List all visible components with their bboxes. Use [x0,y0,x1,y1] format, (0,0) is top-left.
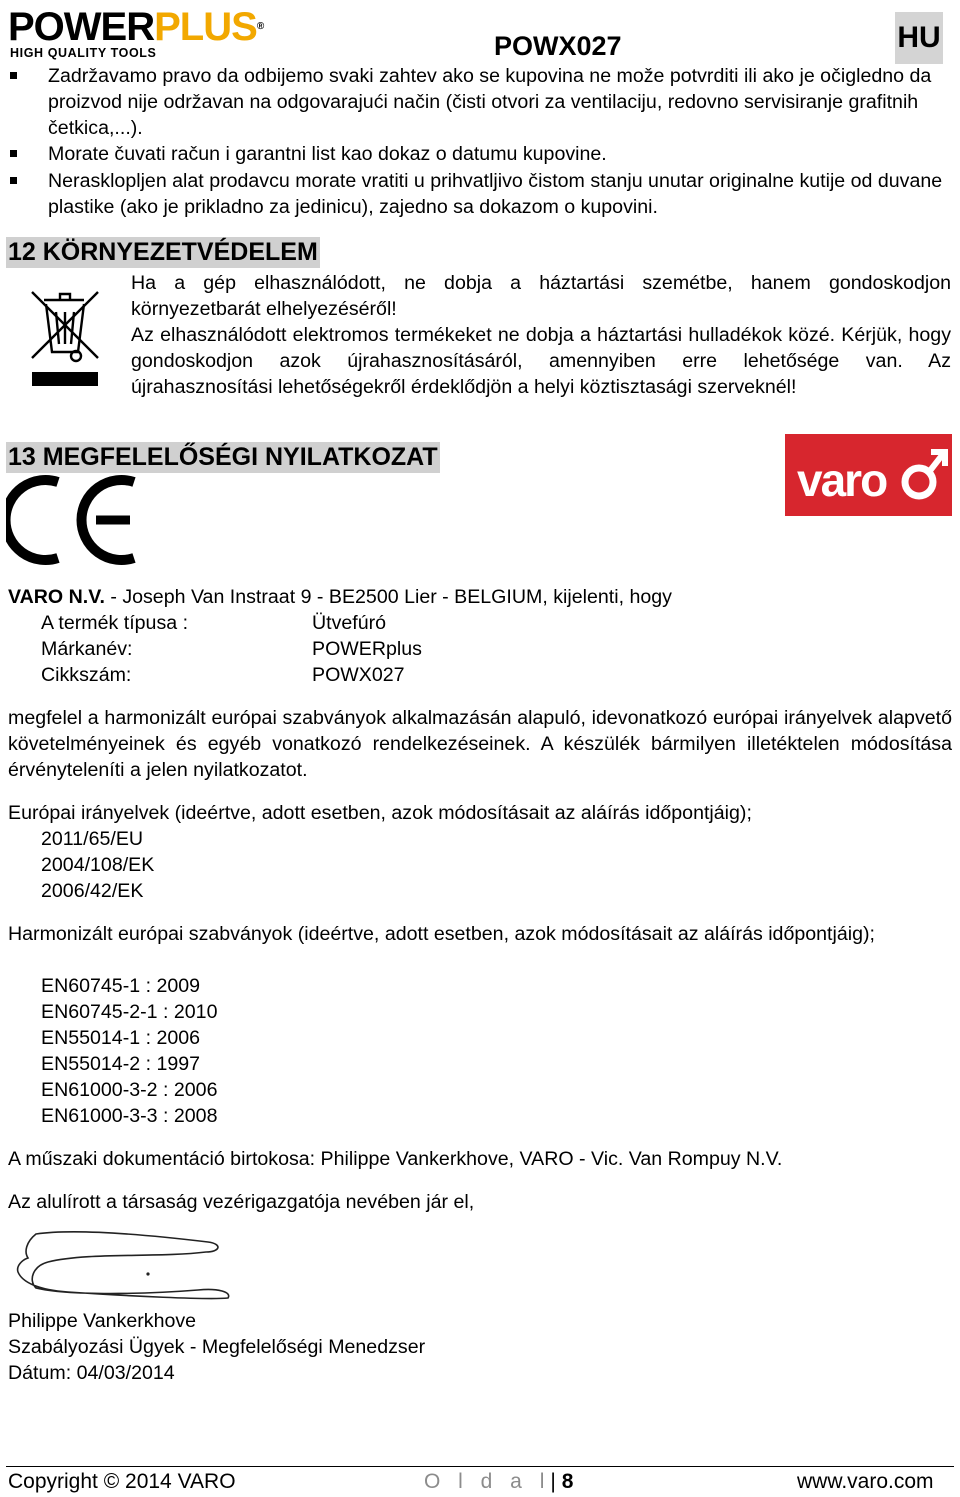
standard-item: EN61000-3-2 : 2006 [41,1079,218,1101]
footer-divider [6,1466,954,1467]
environment-paragraph: Ha a gép elhasználódott, ne dobja a háztartási szemétbe, hanem gondoskodjon környezetbarát elhelyezéséről! [131,272,951,320]
section-title-environment: 12 KÖRNYEZETVÉDELEM [8,238,318,266]
field-label: Cikkszám: [41,664,132,686]
svg-text:varo: varo [797,454,887,506]
bullet-square-icon [10,177,17,184]
page-number: 8 [561,1470,574,1493]
company-declaration: VARO N.V. - Joseph Van Instraat 9 - BE2500 Lier - BELGIUM, kijelenti, hogy [8,586,672,608]
standard-item: EN60745-1 : 2009 [41,975,201,997]
field-value: POWERplus [312,638,422,660]
section-title-conformity: 13 MEGFELELŐSÉGI NYILATKOZAT [8,443,438,471]
directive-item: 2011/65/EU [41,828,144,850]
standard-item: EN55014-2 : 1997 [41,1053,201,1075]
field-label: A termék típusa : [41,612,189,634]
powerplus-logo: POWERPLUS® HIGH QUALITY TOOLS [8,5,264,60]
bullet-item: Nerasklopljen alat prodavcu morate vratiti u prihvatljivo čistom stanju unutar originalne kutije od duvane plastike (ako je prikladno za jedinicu), zajedno sa dokazom o kupovini. [8,168,952,220]
footer-page: O l d a l| 8 [424,1470,574,1493]
directive-item: 2004/108/EK [41,854,155,876]
footer-website: www.varo.com [797,1470,934,1493]
signatory-role: Szabályozási Ügyek - Megfelelőségi Menedzser [8,1336,426,1358]
compliance-text: megfelel a harmonizált európai szabványok alkalmazásán alapuló, idevonatkozó európai irányelvek alapvető követelményeinek és egyéb vonatkozó rendelkezéseinek. A készülék bármilyen illetéktelen módosítása érvényteleníti a jelen nyilatkozatot. [8,707,952,781]
declaration-date: Dátum: 04/03/2014 [8,1362,175,1384]
bullet-square-icon [10,72,17,79]
signatory-name: Philippe Vankerkhove [8,1310,197,1332]
standards-heading: Harmonizált európai szabványok (ideértve, adott esetben, azok módosításait az aláírás időpontjáig); [8,923,875,945]
handwritten-signature [8,1222,236,1302]
environment-paragraph: Az elhasználódott elektromos termékeket ne dobja a háztartási hulladékok közé. Kérjük, hogy gondoskodjon azok újrahasznosításáról, amennyiben erre lehetősége van. Az újrahasznosítási lehetőségekről érdeklődjön a helyi köztisztasági szerveknél! [131,324,951,398]
directives-heading: Európai irányelvek (ideértve, adott esetben, azok módosításait az aláírás időpontjáig); [8,802,752,824]
bullet-item: Morate čuvati račun i garantni list kao dokaz o datumu kupovine. [8,141,952,167]
technical-documentation: A műszaki dokumentáció birtokosa: Philippe Vankerkhove, VARO - Vic. Van Rompuy N.V. [8,1148,783,1170]
field-value: POWX027 [312,664,405,686]
standard-item: EN55014-1 : 2006 [41,1027,201,1049]
standard-item: EN61000-3-3 : 2008 [41,1105,218,1127]
undersigned-statement: Az alulírott a társaság vezérigazgatója nevében jár el, [8,1191,475,1213]
field-label: Márkanév: [41,638,133,660]
bullet-item: Zadržavamo pravo da odbijemo svaki zahtev ako se kupovina ne može potvrditi ili ako je očigledno da proizvod nije održavan na odgovarajući način (čisti otvori za ventilaciju, redovno servisiranje grafitnih četkica,...). [8,63,952,141]
footer-copyright: Copyright © 2014 VARO [8,1470,236,1493]
language-badge: HU [895,12,943,64]
environment-text [131,270,951,400]
crossed-out-wheelie-bin-icon [26,282,106,392]
ce-mark-icon [6,474,138,566]
bullet-square-icon [10,150,17,157]
varo-logo [785,434,952,516]
standard-item: EN60745-2-1 : 2010 [41,1001,218,1023]
field-value: Ütvefúró [312,612,387,634]
model-number: POWX027 [494,31,622,61]
directive-item: 2006/42/EK [41,880,144,902]
